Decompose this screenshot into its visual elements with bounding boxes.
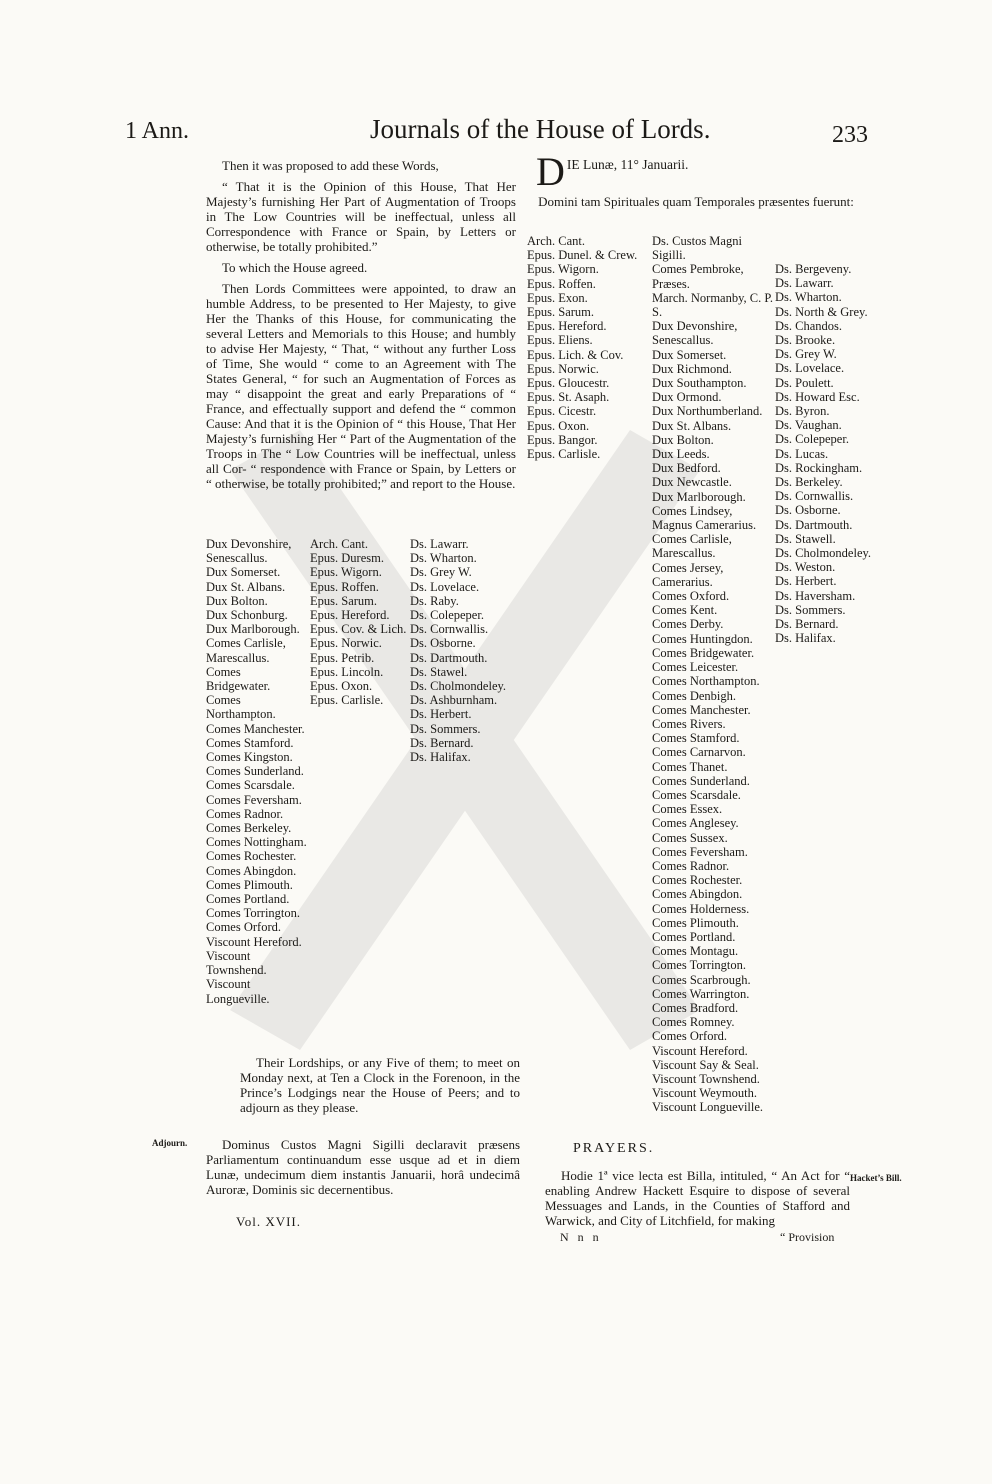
peer-entry: Ds. Halifax. [775, 631, 836, 646]
peer-entry: Comes Thanet. [652, 759, 728, 774]
peer-entry: Ds. Sommers. [775, 602, 846, 617]
peer-entry: Comes Anglesey. [652, 816, 739, 831]
peer-entry: Epus. Cov. & Lich. [310, 622, 407, 637]
peer-entry: Comes Holderness. [652, 901, 750, 916]
peer-entry: Epus. Roffen. [527, 276, 596, 291]
peer-entry: Ds. Osborne. [775, 503, 841, 518]
right-heading [536, 149, 876, 194]
peer-entry: Comes Sunderland. [652, 773, 750, 788]
peer-entry: Ds. Grey W. [775, 347, 837, 362]
peer-entry: Comes Portland. [206, 892, 290, 907]
peer-entry: Comes Kent. [652, 603, 718, 618]
peer-entry: Ds. Custos Magni Sigilli. [652, 234, 742, 263]
peer-entry: Viscount Hereford. [206, 934, 302, 949]
peer-entry: Comes Stamford. [206, 735, 294, 750]
peer-entry: Comes Huntingdon. [652, 631, 753, 646]
peer-entry: Dux Marlborough. [652, 489, 746, 504]
peer-entry: Ds. Berkeley. [775, 475, 843, 490]
peer-entry: Ds. Lucas. [775, 446, 829, 461]
present-line: Domini tam Spirituales quam Temporales præsentes fuerunt: [538, 194, 854, 209]
peer-entry: Comes Bridgewater. [206, 664, 271, 694]
peer-entry: Comes Essex. [652, 802, 723, 817]
peer-entry: Epus. Lincoln. [310, 664, 384, 679]
peer-entry: Dux Bolton. [206, 593, 268, 608]
prayers-heading: PRAYERS. [573, 1141, 655, 1156]
peer-entry: Ds. Osborne. [410, 636, 476, 651]
peer-entry: Dux Somerset. [652, 347, 727, 362]
peer-entry: Comes Nottingham. [206, 835, 307, 850]
peer-entry: Ds. Cornwallis. [410, 622, 489, 637]
peer-entry: Epus. Hereford. [310, 608, 390, 623]
peer-entry: Comes Feversham. [652, 844, 748, 859]
peer-entry: Comes Warrington. [652, 986, 750, 1001]
peer-entry: Ds. Wharton. [410, 551, 477, 566]
peer-entry: Ds. Cholmondeley. [410, 679, 507, 694]
peer-entry: Comes Abingdon. [206, 863, 297, 878]
peer-entry: Comes Northampton. [206, 693, 276, 722]
lordships-block [240, 1055, 520, 1121]
peer-entry: Epus. Bangor. [527, 432, 598, 447]
peer-entry: Dux Bedford. [652, 461, 721, 476]
peer-entry: Comes Lindsey, Magnus Camerarius. [652, 503, 757, 533]
peer-entry: Comes Oxford. [652, 589, 730, 604]
peer-entry: Comes Kingston. [206, 750, 293, 765]
peer-entry: Ds. Halifax. [410, 750, 471, 765]
peer-entry: Viscount Townshend. [206, 948, 267, 978]
peer-entry: Comes Abingdon. [652, 887, 743, 902]
peer-entry: Ds. Rockingham. [775, 460, 863, 475]
margin-note-adjourn: Adjourn. [152, 1138, 188, 1148]
peer-entry: Ds. Cornwallis. [775, 489, 854, 504]
peer-entry: Dux St. Albans. [652, 418, 732, 433]
peer-entry: Arch. Cant. [527, 234, 585, 248]
quote-paragraph: “ That it is the Opinion of this House, That Her Majesty’s furnishing Her Part of Augmentation of Troops in The Low Countries will be ineffectual, unless all Correspondence with France or Spain, by Letters or otherwise, be totally prohibited.” [206, 179, 516, 254]
right-list-col1 [527, 234, 649, 461]
peer-entry: Comes Scarsdale. [206, 778, 295, 793]
proposed-paragraph: Then it was proposed to add these Words, [222, 158, 439, 173]
peer-entry: Comes Jersey, Camerarius. [652, 560, 724, 589]
peer-entry: Epus. Exon. [527, 290, 588, 305]
peer-entry: Ds. Herbert. [775, 574, 837, 589]
peer-entry: Epus. Oxon. [310, 679, 373, 694]
left-list-col3 [410, 537, 520, 764]
peer-entry: Epus. Wigorn. [527, 262, 599, 277]
peer-entry: Comes Derby. [652, 617, 724, 632]
peer-entry: Ds. Bernard. [775, 617, 839, 632]
agreed-paragraph: To which the House agreed. [222, 260, 368, 275]
peer-entry: Comes Northampton. [652, 674, 760, 689]
peer-entry: Ds. Lawarr. [410, 537, 469, 551]
peer-entry: Dux Devonshire, Senescallus. [206, 537, 292, 566]
left-list-col1 [206, 537, 306, 1006]
peer-entry: Dux Newcastle. [652, 475, 732, 490]
header-left: 1 Ann. [125, 118, 190, 144]
peer-entry: Dux Somerset. [206, 565, 281, 580]
peer-entry: Ds. Cholmondeley. [775, 546, 872, 561]
peer-entry: Ds. Dartmouth. [775, 517, 853, 532]
peer-entry: Epus. Carlisle. [310, 693, 384, 708]
peer-entry: Comes Manchester. [652, 702, 751, 717]
peer-entry: Ds. Colepeper. [410, 608, 484, 623]
peer-entry: Ds. Raby. [410, 593, 459, 608]
peer-entry: Comes Romney. [652, 1015, 735, 1030]
peer-entry: Comes Pembroke, Præses. [652, 262, 744, 291]
peer-entry: Ds. Bergeveny. [775, 262, 852, 276]
peer-entry: Viscount Hereford. [652, 1043, 748, 1058]
peer-entry: Dux Devonshire, Senescallus. [652, 319, 738, 348]
peer-entry: Ds. North & Grey. [775, 304, 868, 319]
peer-entry: Epus. Gloucestr. [527, 376, 610, 391]
peer-entry: Comes Feversham. [206, 792, 302, 807]
peer-entry: Ds. Ashburnham. [410, 693, 498, 708]
peer-entry: Comes Carlisle, Marescallus. [652, 532, 732, 561]
peer-entry: Comes Scarbrough. [652, 972, 751, 987]
peer-entry: Comes Plimouth. [652, 915, 739, 930]
catchword: “ Provision [780, 1230, 835, 1244]
peer-entry: Dux Northumberland. [652, 404, 763, 419]
peer-entry: Viscount Weymouth. [652, 1086, 757, 1101]
peer-entry: Epus. Carlisle. [527, 447, 601, 462]
margin-note-bill: Hacket’s Bill. [850, 1173, 902, 1183]
peer-entry: Dux Leeds. [652, 447, 710, 462]
peer-entry: Comes Bradford. [652, 1000, 739, 1015]
peer-entry: Ds. Byron. [775, 404, 830, 419]
peer-entry: Epus. Duresm. [310, 551, 384, 566]
peer-entry: Ds. Poulett. [775, 375, 834, 390]
peer-entry: Epus. Eliens. [527, 333, 593, 348]
right-list-col2 [652, 234, 774, 1115]
peer-entry: Ds. Chandos. [775, 318, 843, 333]
peer-entry: Comes Radnor. [652, 858, 730, 873]
peer-entry: Ds. Stawell. [775, 531, 836, 546]
left-list-col2 [310, 537, 410, 707]
peer-entry: Comes Manchester. [206, 721, 305, 736]
peer-entry: Comes Orford. [206, 920, 281, 935]
peer-entry: Epus. Norwic. [310, 636, 382, 651]
peer-entry: Dux Schonburg. [206, 608, 288, 623]
drop-cap: D [536, 149, 565, 194]
peer-entry: Viscount Say & Seal. [652, 1057, 759, 1072]
peer-entry: Comes Berkeley. [206, 821, 292, 836]
peer-entry: Comes Rivers. [652, 716, 726, 731]
peer-entry: Ds. Colepeper. [775, 432, 849, 447]
peer-entry: Comes Radnor. [206, 806, 284, 821]
peer-entry: Dux Southampton. [652, 376, 747, 391]
peer-entry: Dux St. Albans. [206, 579, 286, 594]
lordships-paragraph: Their Lordships, or any Five of them; to meet on Monday next, at Ten a Clock in the Forenoon, in the Prince’s Lodgings near the House of Peers; and to adjourn as they please. [240, 1055, 520, 1115]
peer-entry: Comes Portland. [652, 929, 736, 944]
peer-entry: Arch. Cant. [310, 537, 368, 551]
peer-entry: Epus. Sarum. [310, 593, 378, 608]
peer-entry: Epus. Cicestr. [527, 404, 597, 419]
peer-entry: Ds. Herbert. [410, 707, 472, 722]
peer-entry: Dux Marlborough. [206, 622, 300, 637]
peer-entry: Ds. Wharton. [775, 290, 842, 305]
peer-entry: Epus. Oxon. [527, 418, 590, 433]
peer-entry: Ds. Lovelace. [410, 579, 480, 594]
peer-entry: Dux Bolton. [652, 432, 714, 447]
peer-entry: Ds. Weston. [775, 560, 836, 575]
peer-entry: Dux Richmond. [652, 361, 732, 376]
peer-entry: Comes Bridgewater. [652, 645, 755, 660]
peer-entry: Comes Torrington. [206, 906, 301, 921]
peer-entry: Epus. Roffen. [310, 579, 379, 594]
peer-entry: Dux Ormond. [652, 390, 722, 405]
peer-entry: Epus. Hereford. [527, 319, 607, 334]
volume-label: Vol. XVII. [236, 1214, 302, 1229]
page-title: Journals of the House of Lords. [370, 114, 711, 144]
peer-entry: Ds. Brooke. [775, 333, 836, 348]
left-text-block [206, 158, 516, 497]
bill-paragraph: Hodie 1ª vice lecta est Billa, intituled, “ An Act for “ enabling Andrew Hackett Esquire to dispose of several Messuages and Lands, in the Counties of Stafford and Warwick, and City of Litchfield, for making [545, 1168, 850, 1228]
peer-entry: Ds. Stawel. [410, 664, 468, 679]
bill-block [545, 1168, 850, 1234]
peer-entry: Ds. Dartmouth. [410, 650, 488, 665]
peer-entry: Comes Plimouth. [206, 877, 293, 892]
peer-entry: Comes Leicester. [652, 660, 739, 675]
adjourn-block [206, 1137, 520, 1203]
peer-entry: March. Normanby, C. P. S. [652, 290, 774, 320]
peer-entry: Ds. Sommers. [410, 721, 481, 736]
signature-mark: N n n [560, 1230, 602, 1244]
peer-entry: Comes Montagu. [652, 944, 739, 959]
peer-entry: Viscount Townshend. [652, 1071, 760, 1086]
peer-entry: Comes Orford. [652, 1029, 727, 1044]
peer-entry: Epus. Lich. & Cov. [527, 347, 624, 362]
adjourn-paragraph: Dominus Custos Magni Sigilli declaravit præsens Parliamentum continuandum esse usque ad et in diem Lunæ, undecimum diem instantis Januarii, horâ undecimâ Auroræ, Dominis sic decernentibus. [206, 1137, 520, 1197]
peer-entry: Epus. Sarum. [527, 305, 595, 320]
committee-paragraph: Then Lords Committees were appointed, to draw an humble Address, to be presented to Her Majesty, to give Her the Thanks of this House, for communicating the several Letters and Memorials to this House; and humbly to advise Her Majesty, “ That, “ without any further Loss of Time, She would “ come to an Agreement with The States General, “ for such an Augmentation of Forces as may “ disappoint the great and early Preparations of “ France, and effectually support and defend the “ common Cause: And that it is the Opinion of “ this House, That Her Majesty’s furnishing Her “ Part of the Augmentation of the Troops in The “ Low Countries will be ineffectual, unless all Cor- “ respondence with France or Spain, by Letters or “ otherwise, be totally prohibited;” and report to the House. [206, 281, 516, 491]
peer-entry: Comes Sunderland. [206, 764, 304, 779]
peer-entry: Comes Rochester. [206, 849, 297, 864]
peer-entry: Epus. Wigorn. [310, 565, 382, 580]
peer-entry: Comes Carlisle, Marescallus. [206, 636, 286, 665]
peer-entry: Comes Denbigh. [652, 688, 737, 703]
peer-entry: Comes Rochester. [652, 873, 743, 888]
peer-entry: Ds. Bernard. [410, 735, 474, 750]
right-list-col3 [775, 262, 895, 645]
peer-entry: Comes Carnarvon. [652, 745, 746, 760]
peer-entry: Epus. Petrib. [310, 650, 375, 665]
peer-entry: Comes Scarsdale. [652, 787, 741, 802]
peer-entry: Ds. Haversham. [775, 588, 856, 603]
peer-entry: Ds. Lovelace. [775, 361, 845, 376]
peer-entry: Comes Stamford. [652, 731, 740, 746]
peer-entry: Viscount Longueville. [206, 977, 270, 1006]
peer-entry: Epus. Dunel. & Crew. [527, 248, 638, 263]
peer-entry: Ds. Vaughan. [775, 418, 842, 433]
peer-entry: Epus. St. Asaph. [527, 390, 610, 405]
date-line: IE Lunæ, 11° Januarii. [566, 157, 689, 172]
page-number: 233 [832, 122, 868, 148]
peer-entry: Comes Sussex. [652, 830, 728, 845]
peer-entry: Ds. Grey W. [410, 565, 472, 580]
peer-entry: Ds. Lawarr. [775, 276, 834, 291]
peer-entry: Comes Torrington. [652, 958, 747, 973]
peer-entry: Ds. Howard Esc. [775, 389, 860, 404]
peer-entry: Viscount Longueville. [652, 1100, 764, 1115]
peer-entry: Epus. Norwic. [527, 361, 599, 376]
